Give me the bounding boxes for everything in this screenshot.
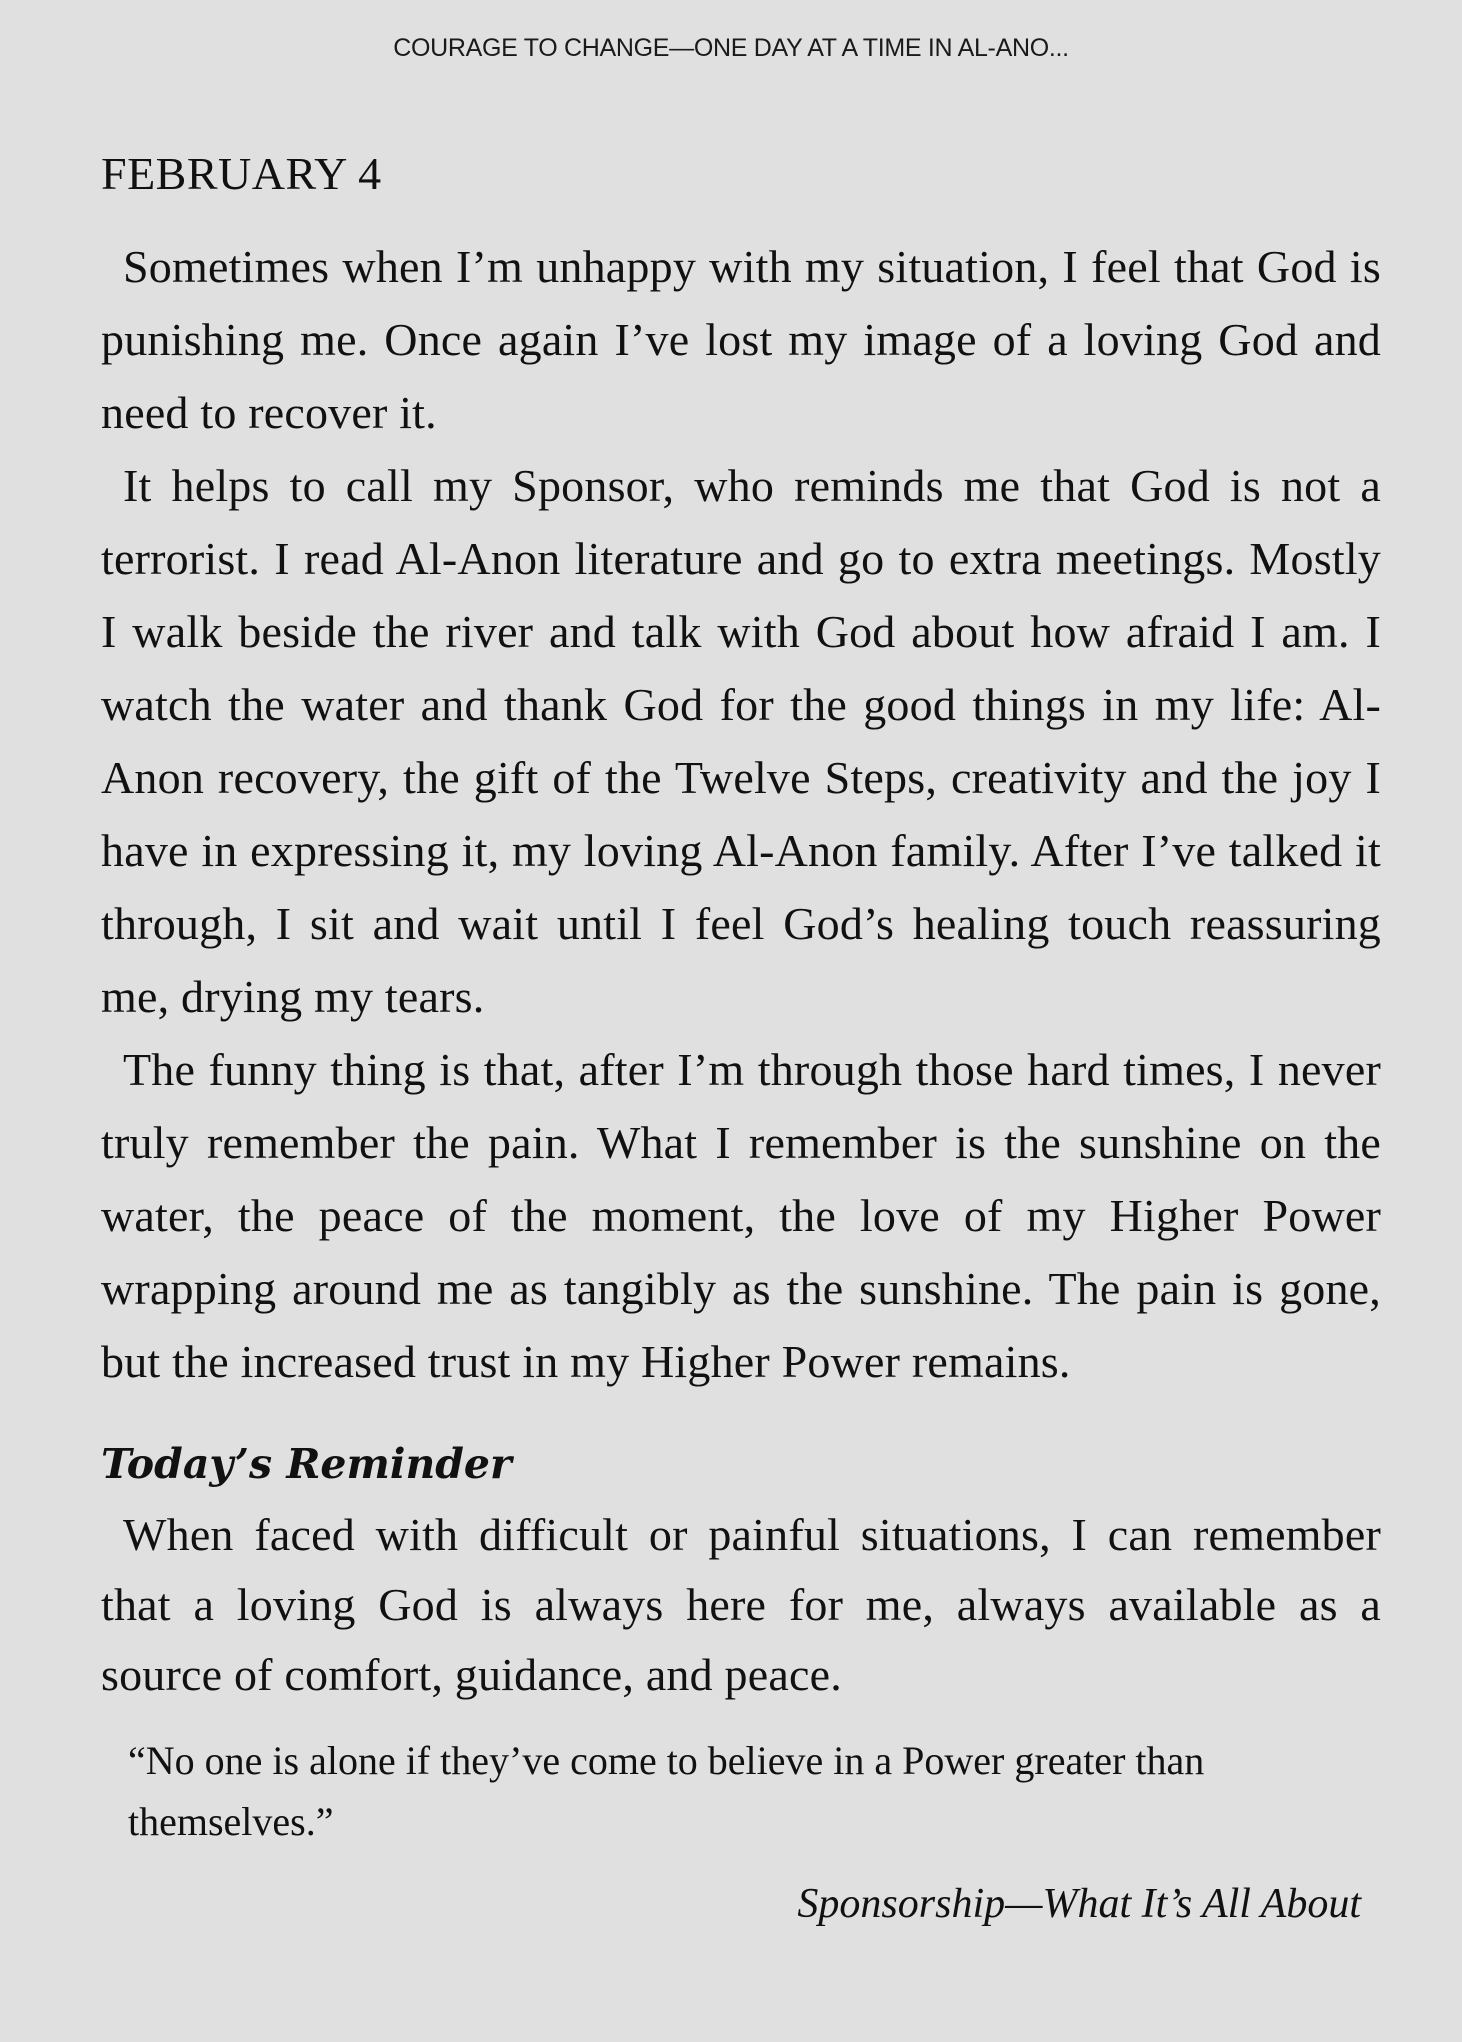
entry-body [101,230,1381,1398]
quote: “No one is alone if they’ve come to believe in a Power greater than themselves.” [128,1738,1205,1844]
body-paragraph-3: The funny thing is that, after I’m through those hard times, I never truly remember the pain. What I remember is the sunshine on the water, the peace of the moment, the love of my Higher Power wrapping around me as tangibly as the sunshine. The pain is gone, but the increased trust in my Higher Power remains. [101,1044,1381,1387]
quote-attribution: Sponsorship—What It’s All About [797,1881,1361,1927]
reminder-heading: Today’s Reminder [101,1440,512,1488]
body-paragraph-2: It helps to call my Sponsor, who reminds me that God is not a terrorist. I read Al-Anon literature and go to extra meetings. Mostly I walk beside the river and talk with God about how afraid I am. I watch the water and thank God for the good things in my life: Al-Anon recovery, the gift of the Twelve Steps, creativity and the joy I have in expressing it, my loving Al-Anon family. After I’ve talked it through, I sit and wait until I feel God’s healing touch reassuring me, drying my tears. [101,460,1381,1022]
body-paragraph-1: Sometimes when I’m unhappy with my situation, I feel that God is punishing me. Once again I’ve lost my image of a loving God and need to recover it. [101,241,1381,438]
page-content [101,146,1381,1932]
reminder-text: When faced with difficult or painful situations, I can remember that a loving God is always here for me, always available as a source of comfort, guidance, and peace. [101,1509,1381,1700]
running-header: COURAGE TO CHANGE—ONE DAY AT A TIME IN AL-ANO... [393,34,1069,62]
entry-date: FEBRUARY 4 [101,148,382,199]
